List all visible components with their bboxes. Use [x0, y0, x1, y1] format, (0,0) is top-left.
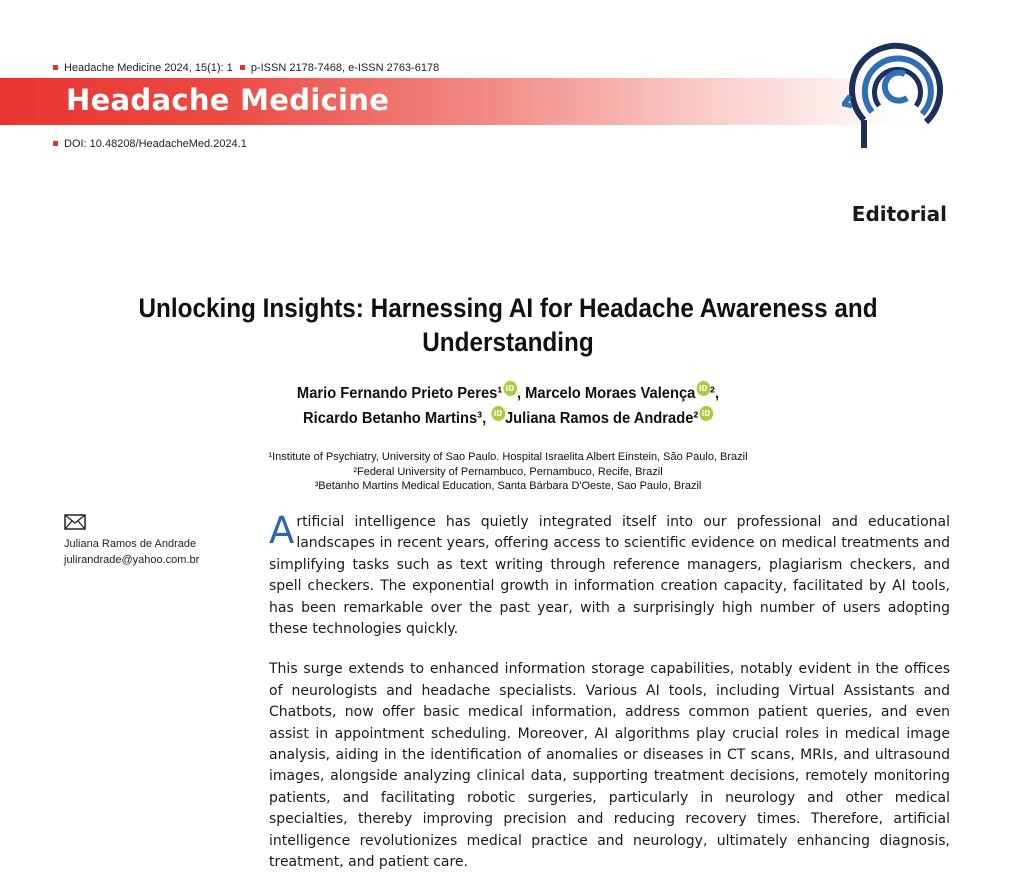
doi-line — [53, 138, 247, 150]
author-sup: ² — [710, 385, 715, 402]
author-sup: ³ — [477, 410, 483, 427]
journal-issn: p-ISSN 2178-7468, e-ISSN 2763-6178 — [250, 62, 440, 74]
correspondence-email[interactable]: julirandrade@yahoo.com.br — [64, 554, 200, 566]
journal-name: Headache Medicine — [66, 83, 390, 117]
affiliation: ²Federal University of Pernambuco, Pernambuco, Recife, Brazil — [353, 465, 663, 478]
bullet-icon — [240, 65, 245, 70]
drop-cap: A — [269, 509, 295, 552]
journal-citation-line — [53, 62, 439, 74]
author-separator: , — [714, 385, 720, 402]
author-separator: , — [516, 385, 526, 402]
section-label: Editorial — [851, 202, 947, 226]
author-sup: ¹ — [497, 385, 503, 402]
paragraph-text: rtificial intelligence has quietly integrated itself into our professional and educational landscapes in recent years, offering access to scientific evidence on medical treatments and simplifying tasks such as text writing through reference managers, plagiarism checkers, and spell checkers. The exponential growth in information creation capacity, facilitated by AI tools, has been remarkable over the past year, with a surprisingly high number of users adopting these technologies quickly. — [269, 514, 950, 638]
article-body — [269, 509, 950, 874]
orcid-icon[interactable]: iD — [696, 381, 710, 396]
doi-link[interactable]: DOI: 10.48208/HeadacheMed.2024.1 — [64, 138, 247, 150]
body-paragraph: This surge extends to enhanced information storage capabilities, notably evident in the offices of neurologists and headache specialists. Various AI tools, including Virtual Assistants and Chatbots, now offer basic medical information, address common patient queries, and even assist in appointment scheduling. Moreover, AI algorithms play crucial roles in medical image analysis, aiding in the identification of anomalies or diseases in CT scans, MRIs, and ultrasound images, alongside analyzing clinical data, supporting treatment decisions, remotely monitoring patients, and facilitating robotic surgeries, particularly in neurology and other medical specialties, thereby improving precision and reducing recovery times. Therefore, artificial intelligence revolutionizes medical practice and neurology, ultimately enhancing diagnosis, treatment, and patient care. — [269, 661, 950, 871]
affiliations — [160, 450, 856, 494]
orcid-icon[interactable]: iD — [491, 406, 505, 421]
author-sup: ² — [693, 410, 699, 427]
correspondence-name: Juliana Ramos de Andrade — [64, 538, 197, 550]
author-name: Marcelo Moraes Valença — [525, 385, 696, 402]
bullet-icon — [53, 65, 58, 70]
author-name: Ricardo Betanho Martins — [302, 410, 478, 427]
author-name: Juliana Ramos de Andrade — [504, 410, 694, 427]
body-paragraph — [269, 509, 950, 640]
affiliation: ³Betanho Martins Medical Education, Santa Bárbara D'Oeste, Sao Paulo, Brazil — [314, 480, 702, 492]
bullet-icon — [53, 141, 58, 146]
author-separator: , — [482, 410, 491, 427]
article-title: Unlocking Insights: Harnessing AI for Headache Awareness and Understanding — [138, 293, 878, 357]
orcid-icon[interactable]: iD — [699, 406, 713, 421]
author-name: Mario Fernando Prieto Peres — [296, 385, 498, 402]
orcid-icon[interactable]: iD — [503, 381, 517, 396]
correspondence — [64, 514, 199, 568]
author-list — [188, 381, 828, 431]
envelope-icon — [64, 514, 86, 530]
affiliation: ¹Institute of Psychiatry, University of Sao Paulo. Hospital Israelita Albert Einstein, São Paulo, Brazil — [268, 451, 748, 463]
journal-citation: Headache Medicine 2024, 15(1): 1 — [64, 62, 233, 74]
journal-logo-icon — [842, 36, 948, 152]
